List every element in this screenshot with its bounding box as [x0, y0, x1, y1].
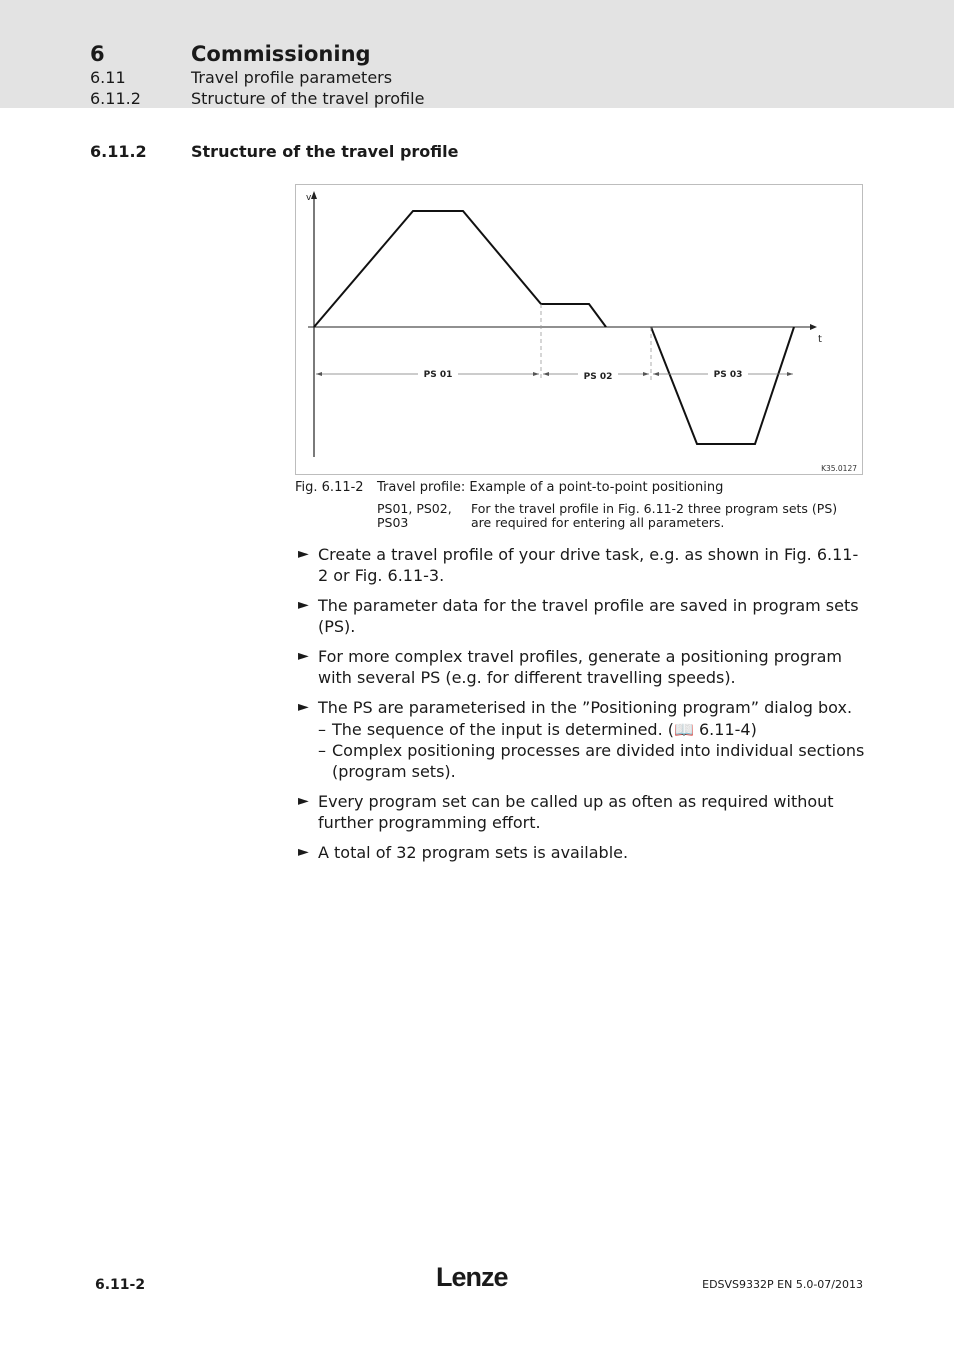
sub-item-text: Complex positioning processes are divided into individual sections (program sets). [332, 741, 865, 781]
y-axis-label: v [306, 193, 312, 203]
chapter-number: 6 [90, 42, 105, 66]
document-id: EDSVS9332P EN 5.0-07/2013 [702, 1278, 863, 1291]
list-item [298, 595, 868, 637]
ps01-label: PS 01 [423, 370, 453, 380]
sub-list-item [298, 719, 868, 740]
caption-text: Travel profile: Example of a point-to-point positioning [377, 480, 724, 495]
section-title-text: Structure of the travel profile [191, 142, 459, 161]
list-item [298, 791, 868, 833]
profile-curve-ps01-ps02 [314, 211, 606, 327]
subchapter-number: 6.11 [90, 68, 126, 87]
sub-list-item [298, 740, 868, 782]
dim-arrow-ps03-right [787, 372, 793, 376]
header-band [0, 0, 954, 108]
x-axis-arrow [810, 324, 817, 330]
bullet-list [298, 544, 868, 872]
travel-profile-figure [295, 184, 863, 475]
dash-marker: – [318, 741, 326, 760]
sub-list [298, 719, 868, 782]
bullet-text: For more complex travel profiles, generate a positioning program with several PS (e.g. for different travelling speeds). [318, 647, 843, 687]
dim-arrow-ps01-right [533, 372, 539, 376]
section-number: 6.11.2 [90, 142, 147, 161]
x-axis-label: t [818, 334, 822, 345]
lenze-logo: Lenze [436, 1262, 508, 1292]
dim-arrow-ps01-left [316, 372, 322, 376]
ps03-label: PS 03 [713, 370, 743, 380]
bullet-arrow-icon: ► [298, 844, 309, 860]
legend-key: PS01, PS02, PS03 [377, 501, 452, 530]
caption-label: Fig. 6.11-2 [295, 480, 364, 495]
profile-curve-ps03 [651, 327, 794, 444]
travel-profile-diagram [296, 185, 864, 476]
subchapter-title: Travel profile parameters [191, 68, 393, 87]
figure-id: K35.0127 [821, 464, 857, 473]
bullet-text: Every program set can be called up as often as required without further programming effort. [318, 792, 834, 832]
dim-arrow-ps02-right [643, 372, 649, 376]
bullet-text: The parameter data for the travel profile are saved in program sets (PS). [318, 596, 859, 636]
subsection-title: Structure of the travel profile [191, 89, 425, 108]
list-item [298, 646, 868, 688]
bullet-arrow-icon: ► [298, 793, 309, 809]
list-item [298, 544, 868, 586]
ps02-label: PS 02 [583, 372, 613, 382]
page-number: 6.11-2 [95, 1277, 146, 1293]
list-item [298, 697, 868, 718]
bullet-arrow-icon: ► [298, 597, 309, 613]
y-axis-arrow [311, 191, 317, 199]
list-item [298, 842, 868, 863]
bullet-text: Create a travel profile of your drive task, e.g. as shown in Fig. 6.11-2 or Fig. 6.11-3. [318, 545, 859, 585]
dash-marker: – [318, 720, 326, 739]
dim-arrow-ps03-left [653, 372, 659, 376]
legend-description: For the travel profile in Fig. 6.11-2 three program sets (PS) are required for entering all parameters. [471, 501, 838, 530]
bullet-text: The PS are parameterised in the ”Positioning program” dialog box. [318, 698, 853, 717]
chapter-title: Commissioning [191, 42, 371, 66]
sub-item-text[interactable]: The sequence of the input is determined. (📖 6.11-4) [332, 720, 757, 739]
dim-arrow-ps02-left [543, 372, 549, 376]
bullet-arrow-icon: ► [298, 699, 309, 715]
subsection-number: 6.11.2 [90, 89, 141, 108]
bullet-arrow-icon: ► [298, 648, 309, 664]
bullet-arrow-icon: ► [298, 546, 309, 562]
bullet-text: A total of 32 program sets is available. [318, 843, 629, 862]
